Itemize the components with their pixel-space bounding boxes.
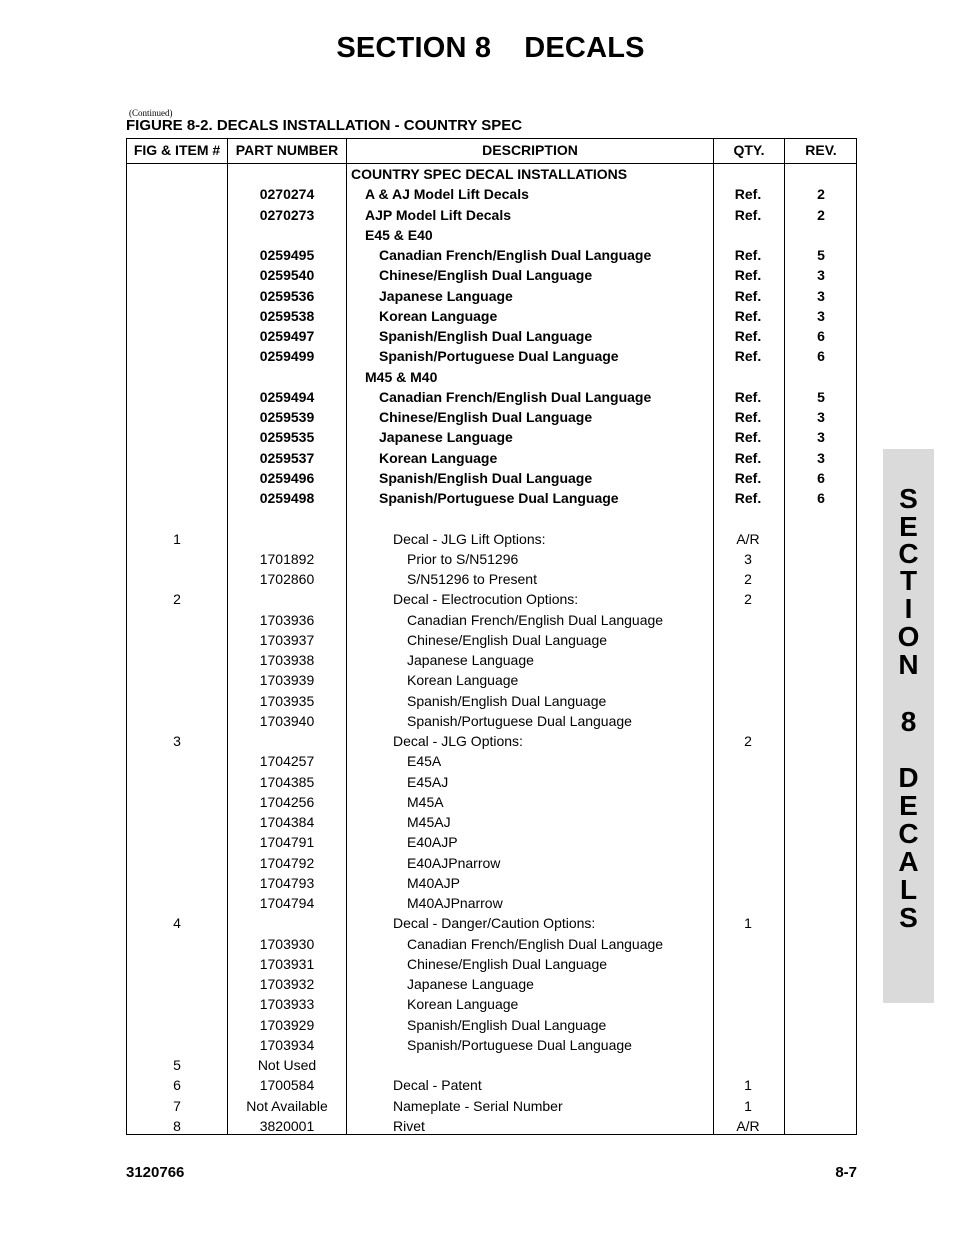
- cell-part-number: 1704793: [259, 874, 315, 891]
- cell-description: Japanese Language: [407, 976, 534, 992]
- cell-rev: 3: [817, 409, 825, 425]
- side-tab-letter: C: [898, 538, 919, 569]
- cell-description: Canadian French/English Dual Language: [407, 935, 664, 952]
- cell-qty: Ref.: [734, 409, 762, 425]
- cell-part-number: 1703940: [259, 712, 315, 729]
- table-row: [127, 792, 856, 812]
- cell-description: Chinese/English Dual Language: [407, 955, 608, 972]
- table-row: [127, 164, 856, 184]
- cell-part-number: 1704791: [259, 834, 315, 851]
- cell-qty: Ref.: [734, 186, 762, 203]
- cell-description: Canadian French/English Dual Language: [379, 247, 652, 263]
- cell-description: Spanish/Portuguese Dual Language: [407, 1036, 632, 1053]
- cell-part-number: 0259497: [259, 328, 315, 344]
- side-tab-letter: A: [898, 846, 919, 877]
- cell-part-number: 0259539: [259, 409, 315, 425]
- side-tab-letter: T: [899, 565, 918, 596]
- cell-description: Spanish/Portuguese Dual Language: [379, 490, 619, 506]
- cell-description: Spanish/Portuguese Dual Language: [407, 712, 632, 729]
- continued-label: (Continued): [129, 108, 173, 118]
- cell-description: Decal - Danger/Caution Options:: [393, 915, 596, 932]
- table-row: [127, 873, 856, 893]
- table-row: [127, 934, 856, 954]
- cell-description: Japanese Language: [407, 652, 534, 668]
- cell-qty: 1: [744, 1077, 752, 1094]
- table-row: [127, 772, 856, 792]
- side-tab-letter: L: [899, 874, 918, 905]
- table-row: [127, 184, 856, 204]
- cell-description: Spanish/English Dual Language: [407, 692, 607, 709]
- parts-table: [126, 138, 857, 1135]
- cell-description: Prior to S/N51296: [407, 550, 519, 567]
- cell-fig-item: 4: [173, 915, 181, 932]
- cell-part-number: 1704256: [259, 793, 315, 810]
- cell-part-number: Not Used: [257, 1057, 317, 1073]
- cell-description: Japanese Language: [379, 429, 513, 446]
- cell-part-number: 1703930: [259, 935, 315, 952]
- cell-qty: 2: [744, 733, 752, 749]
- cell-description: Korean Language: [379, 449, 498, 466]
- cell-description: M45 & M40: [365, 368, 438, 385]
- cell-rev: 6: [817, 469, 825, 486]
- table-row: [127, 812, 856, 832]
- section-side-tab: [883, 449, 934, 1003]
- cell-description: Decal - Electrocution Options:: [393, 591, 579, 608]
- cell-description: Decal - Patent: [393, 1077, 482, 1094]
- cell-rev: 6: [817, 490, 825, 506]
- cell-description: M45AJ: [407, 814, 451, 830]
- cell-description: E45AJ: [407, 773, 449, 790]
- header-part-number: PART NUMBER: [235, 142, 339, 158]
- cell-qty: 3: [744, 550, 752, 567]
- cell-qty: 2: [744, 571, 752, 587]
- document-number: 3120766: [126, 1164, 185, 1181]
- cell-part-number: 0270274: [259, 186, 315, 203]
- cell-description: E40AJPnarrow: [407, 854, 501, 871]
- cell-fig-item: 5: [173, 1057, 181, 1073]
- cell-description: Canadian French/English Dual Language: [379, 388, 652, 405]
- cell-description: Decal - JLG Options:: [393, 733, 523, 749]
- cell-description: E45 & E40: [365, 226, 433, 243]
- header-fig-item: FIG & ITEM #: [133, 142, 221, 158]
- cell-part-number: 0259496: [259, 469, 315, 486]
- table-row: [127, 205, 856, 225]
- cell-fig-item: 2: [173, 591, 181, 608]
- table-row: [127, 670, 856, 690]
- cell-description: Japanese Language: [379, 287, 513, 304]
- table-row: [127, 853, 856, 873]
- cell-qty: Ref.: [734, 348, 762, 365]
- table-header: [127, 139, 856, 164]
- cell-rev: 6: [817, 348, 825, 365]
- cell-rev: 2: [817, 186, 825, 203]
- cell-rev: 3: [817, 429, 825, 446]
- table-row: [127, 994, 856, 1014]
- cell-description: Nameplate - Serial Number: [393, 1097, 563, 1114]
- cell-part-number: 1703929: [259, 1016, 315, 1033]
- cell-part-number: 1704385: [259, 773, 315, 790]
- cell-fig-item: 1: [173, 530, 181, 547]
- cell-qty: Ref.: [734, 449, 762, 466]
- table-row: [127, 286, 856, 306]
- cell-part-number: 0259538: [259, 307, 315, 324]
- cell-part-number: 1703936: [259, 611, 315, 628]
- cell-description: Rivet: [393, 1117, 425, 1134]
- table-row: [127, 427, 856, 447]
- table-row: [127, 1035, 856, 1055]
- header-rev: REV.: [805, 142, 837, 158]
- table-row: [127, 488, 856, 508]
- cell-rev: 3: [817, 307, 825, 324]
- cell-description: S/N51296 to Present: [407, 571, 537, 587]
- table-row: [127, 468, 856, 488]
- cell-qty: 2: [744, 591, 752, 608]
- table-row: [127, 346, 856, 366]
- cell-part-number: 0259535: [259, 429, 315, 446]
- table-row: [127, 1075, 856, 1095]
- table-row: [127, 751, 856, 771]
- side-tab-letter: D: [898, 762, 919, 793]
- cell-description: Chinese/English Dual Language: [379, 267, 593, 284]
- cell-part-number: 0259495: [259, 247, 315, 263]
- side-tab-letter: E: [899, 790, 918, 821]
- table-row: [127, 1055, 856, 1075]
- side-tab-letter: S: [899, 483, 918, 514]
- cell-part-number: 1703939: [259, 672, 315, 689]
- side-tab-letter: E: [899, 511, 918, 542]
- cell-qty: Ref.: [734, 328, 762, 344]
- cell-qty: Ref.: [734, 247, 762, 263]
- cell-part-number: 0259537: [259, 449, 315, 466]
- table-row: [127, 731, 856, 751]
- cell-description: Spanish/English Dual Language: [379, 469, 593, 486]
- table-row: [127, 954, 856, 974]
- cell-description: Decal - JLG Lift Options:: [393, 530, 546, 547]
- header-description: DESCRIPTION: [482, 142, 578, 158]
- side-tab-letter: C: [898, 818, 919, 849]
- cell-description: M40AJPnarrow: [407, 895, 503, 911]
- table-row: [127, 265, 856, 285]
- cell-fig-item: 7: [173, 1097, 181, 1114]
- table-row: [127, 387, 856, 407]
- table-row: [127, 691, 856, 711]
- cell-qty: 1: [744, 915, 752, 932]
- table-row: [127, 913, 856, 933]
- table-row: [127, 407, 856, 427]
- table-row: [127, 974, 856, 994]
- cell-part-number: 1703934: [259, 1036, 315, 1053]
- cell-qty: Ref.: [734, 490, 762, 506]
- cell-description: Spanish/Portuguese Dual Language: [379, 348, 619, 365]
- cell-rev: 2: [817, 206, 825, 223]
- cell-qty: A/R: [736, 1117, 760, 1134]
- cell-qty: Ref.: [734, 469, 762, 486]
- side-tab-letter: N: [898, 649, 919, 680]
- page-number: 8-7: [835, 1164, 857, 1181]
- table-row: [127, 508, 856, 528]
- cell-part-number: 0259536: [259, 287, 315, 304]
- cell-part-number: 0259499: [259, 348, 315, 365]
- cell-description: Chinese/English Dual Language: [407, 631, 608, 648]
- cell-description: M45A: [407, 793, 444, 810]
- table-row: [127, 893, 856, 913]
- cell-qty: Ref.: [734, 267, 762, 284]
- table-row: [127, 589, 856, 609]
- cell-description: COUNTRY SPEC DECAL INSTALLATIONS: [351, 166, 628, 182]
- cell-description: E40AJP: [407, 834, 458, 851]
- page-title: SECTION 8 DECALS: [336, 32, 645, 64]
- table-row: [127, 630, 856, 650]
- figure-title: FIGURE 8-2. DECALS INSTALLATION - COUNTRY SPEC: [126, 117, 523, 134]
- cell-part-number: 3820001: [259, 1117, 315, 1134]
- cell-part-number: 1703937: [259, 631, 315, 648]
- table-row: [127, 549, 856, 569]
- cell-rev: 6: [817, 328, 825, 344]
- cell-part-number: 0259494: [259, 388, 315, 405]
- cell-part-number: 1703933: [259, 996, 315, 1013]
- table-row: [127, 1096, 856, 1116]
- cell-part-number: 1704794: [259, 895, 315, 911]
- cell-description: Chinese/English Dual Language: [379, 409, 593, 425]
- cell-description: E45A: [407, 753, 442, 770]
- cell-part-number: 0259498: [259, 490, 315, 506]
- cell-part-number: 1704384: [259, 814, 315, 830]
- cell-description: Spanish/English Dual Language: [379, 328, 593, 344]
- cell-fig-item: 8: [173, 1117, 181, 1134]
- cell-part-number: 1704792: [259, 854, 315, 871]
- cell-part-number: 1702860: [259, 571, 315, 587]
- cell-rev: 5: [817, 247, 825, 263]
- cell-description: M40AJP: [407, 874, 460, 891]
- side-tab-letter: I: [904, 593, 913, 624]
- cell-description: Spanish/English Dual Language: [407, 1016, 607, 1033]
- cell-rev: 3: [817, 267, 825, 284]
- side-tab-letter: 8: [900, 706, 917, 737]
- cell-description: Korean Language: [407, 996, 519, 1013]
- cell-qty: Ref.: [734, 307, 762, 324]
- side-tab-letter: S: [899, 902, 918, 933]
- table-row: [127, 711, 856, 731]
- cell-qty: Ref.: [734, 429, 762, 446]
- cell-part-number: 1703931: [259, 955, 315, 972]
- table-row: [127, 529, 856, 549]
- cell-description: A & AJ Model Lift Decals: [365, 186, 529, 203]
- table-row: [127, 326, 856, 346]
- table-row: [127, 650, 856, 670]
- cell-description: AJP Model Lift Decals: [365, 206, 512, 223]
- cell-rev: 5: [817, 388, 825, 405]
- cell-part-number: 1703938: [259, 652, 315, 668]
- cell-part-number: 1700584: [259, 1077, 315, 1094]
- cell-part-number: 0259540: [259, 267, 315, 284]
- table-row: [127, 448, 856, 468]
- cell-part-number: 1704257: [259, 753, 315, 770]
- cell-qty: Ref.: [734, 388, 762, 405]
- table-row: [127, 306, 856, 326]
- cell-description: Korean Language: [379, 307, 498, 324]
- table-row: [127, 610, 856, 630]
- table-row: [127, 245, 856, 265]
- header-qty: QTY.: [733, 142, 765, 158]
- cell-part-number: 1703935: [259, 692, 315, 709]
- cell-qty: Ref.: [734, 206, 762, 223]
- side-tab-letter: O: [897, 621, 920, 652]
- cell-qty: Ref.: [734, 287, 762, 304]
- table-row: [127, 569, 856, 589]
- cell-description: Korean Language: [407, 672, 519, 689]
- cell-fig-item: 3: [173, 733, 181, 749]
- cell-qty: 1: [744, 1097, 752, 1114]
- table-row: [127, 1015, 856, 1035]
- cell-fig-item: 6: [173, 1077, 181, 1094]
- cell-part-number: 0270273: [259, 206, 315, 223]
- cell-description: Canadian French/English Dual Language: [407, 611, 664, 628]
- cell-rev: 3: [817, 287, 825, 304]
- cell-qty: A/R: [736, 530, 760, 547]
- table-row: [127, 367, 856, 387]
- cell-part-number: Not Available: [246, 1097, 328, 1114]
- table-row: [127, 1116, 856, 1136]
- table-row: [127, 225, 856, 245]
- cell-part-number: 1701892: [259, 550, 315, 567]
- table-row: [127, 832, 856, 852]
- cell-rev: 3: [817, 449, 825, 466]
- cell-part-number: 1703932: [259, 976, 315, 992]
